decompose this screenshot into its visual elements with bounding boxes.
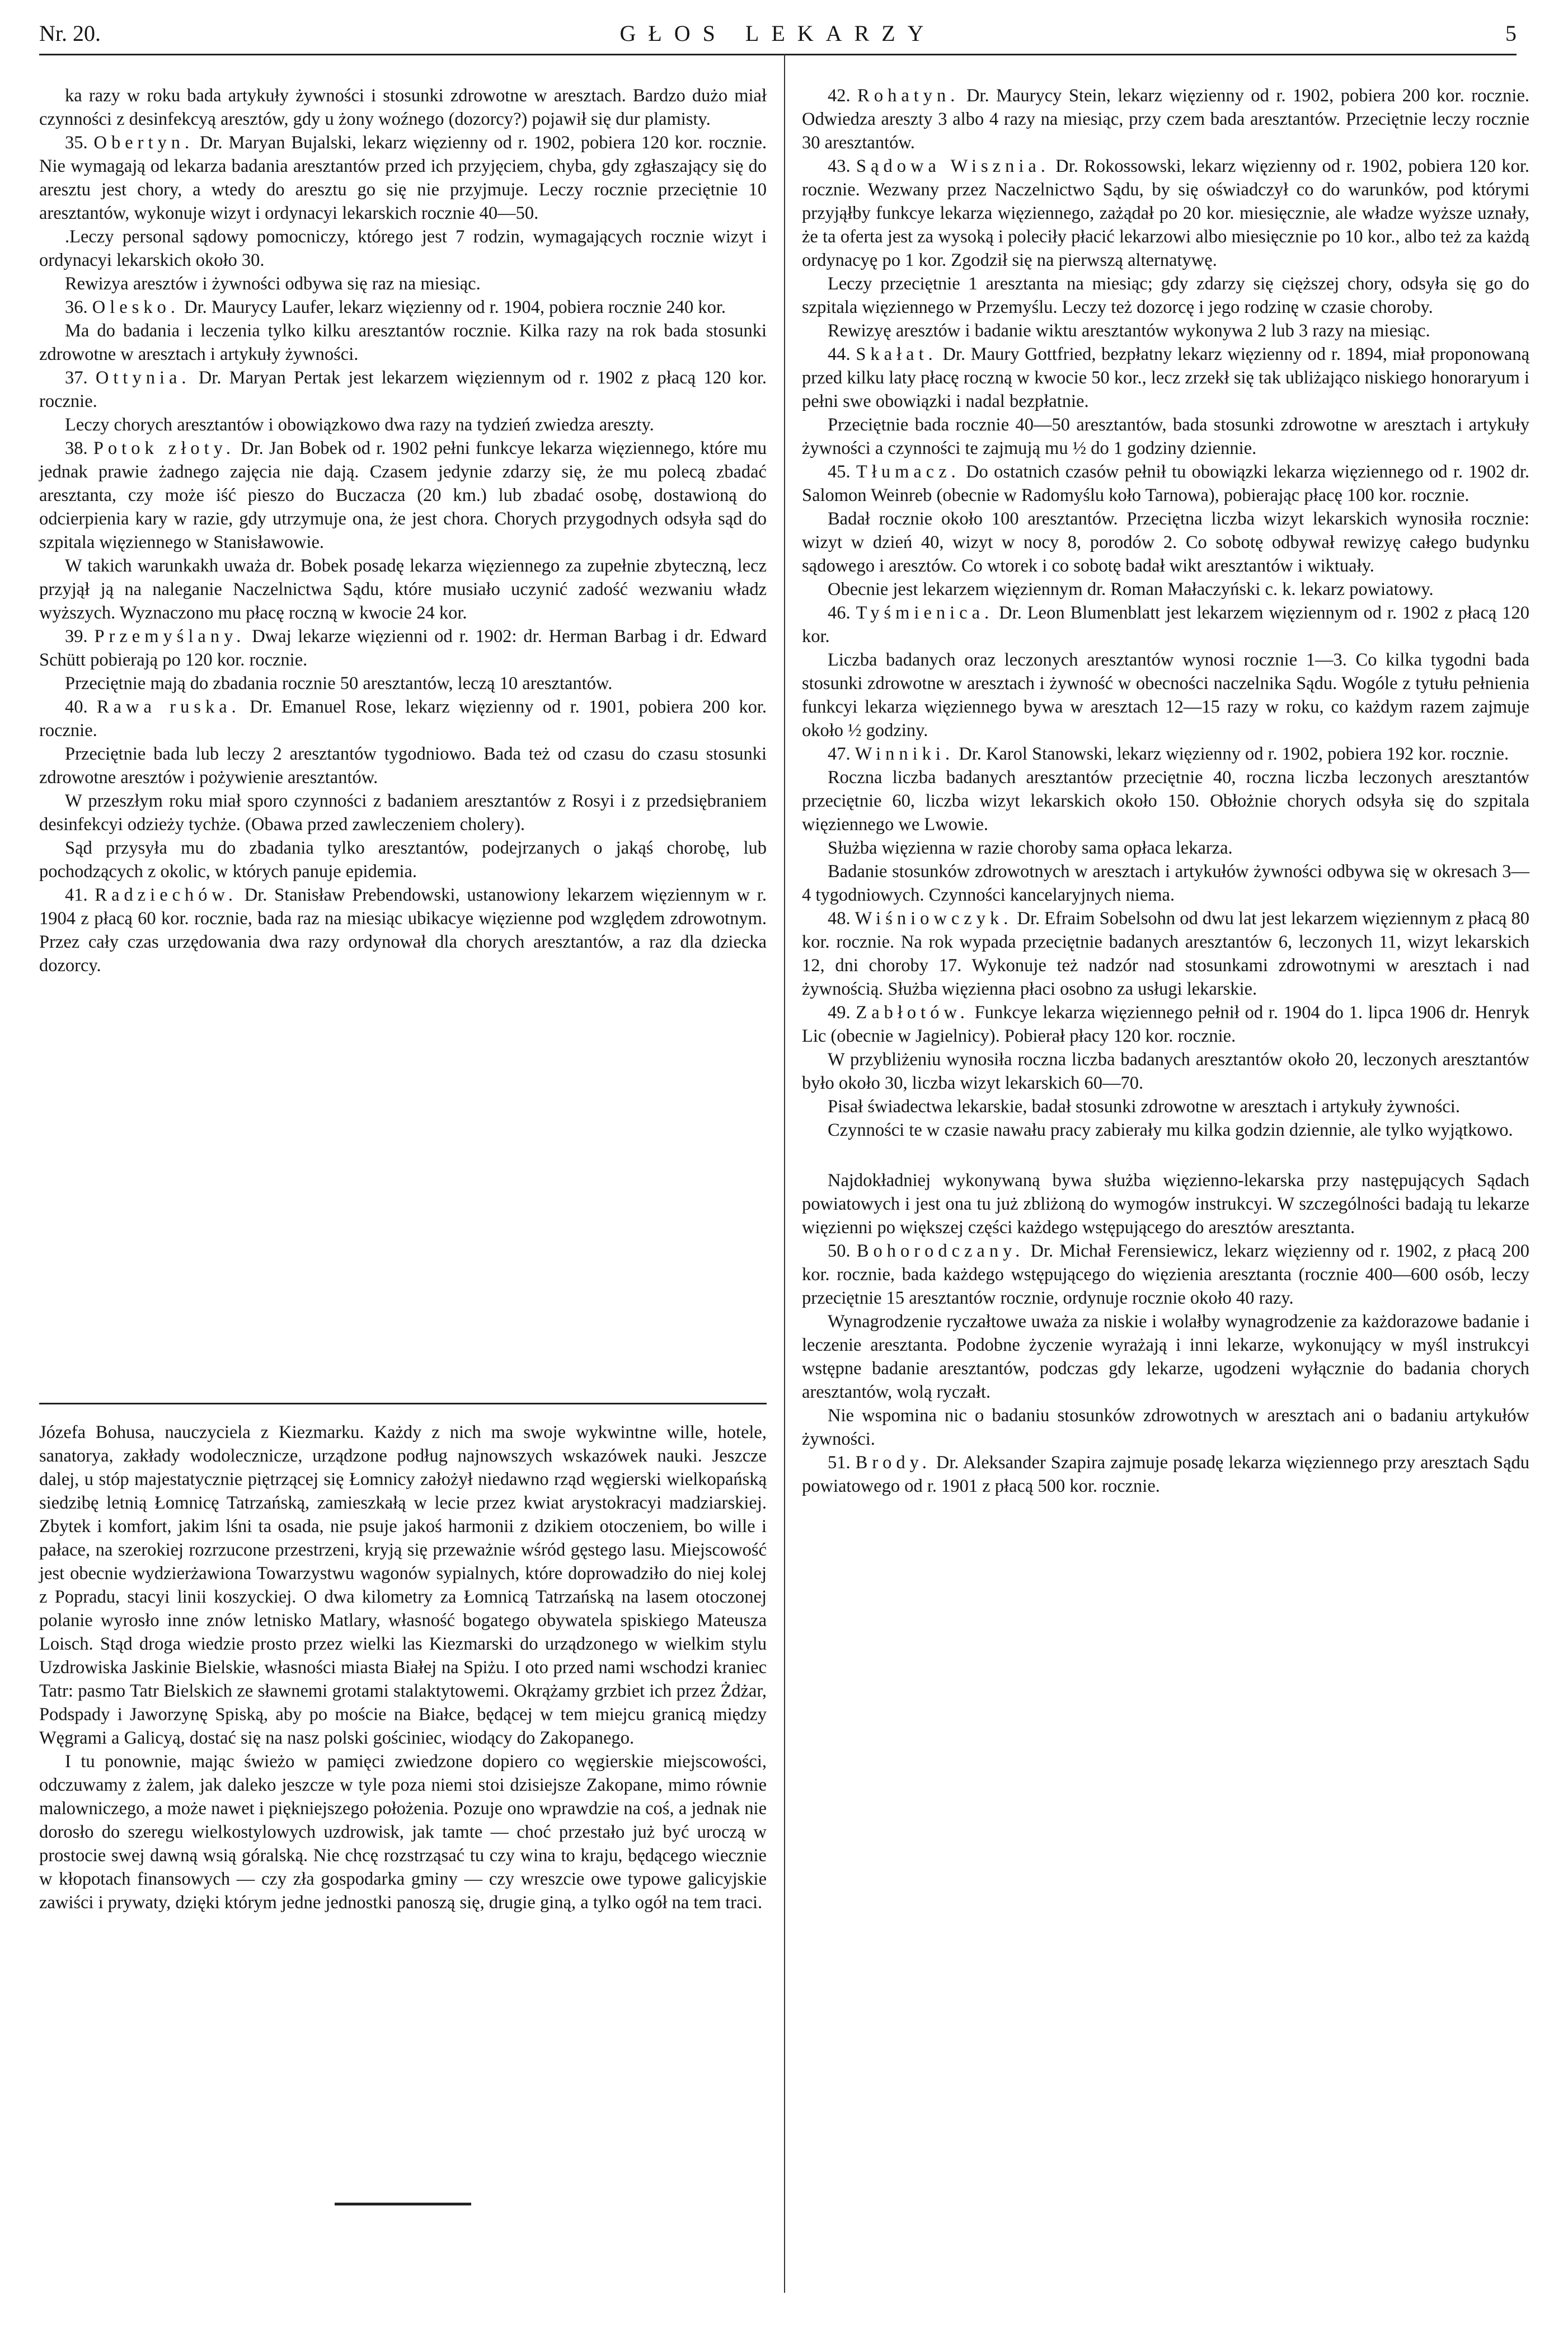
entry-text: Dr. Leon Blumenblatt jest lekarzem więziennym od r. 1902 z płacą 120 kor. <box>802 603 1529 647</box>
paragraph: Nie wspomina nic o badaniu stosunków zdrowotnych w aresztach ani o badaniu artykułów żywności. <box>802 1406 1529 1449</box>
entry-number: 37. <box>65 368 96 388</box>
entry-text: Dr. Emanuel Rose, lekarz więzienny od r. 1901, pobiera 200 kor. rocznie. <box>39 697 767 741</box>
place-name: Rawa ruska. <box>96 697 241 717</box>
paragraph: Wynagrodzenie ryczałtowe uważa za niskie i wolałby wynagrodzenie za każdorazowe badanie i leczenie aresztanta. Podobne życzenie wyrażają i inni lekarze, wykonujący w myśl instrukcyi wstępne badanie aresztantów, podczas gdy lekarze, ugodzeni wyłącznie do badania chorych aresztantów, wolą ryczałt. <box>802 1312 1529 1402</box>
paragraph <box>39 131 767 225</box>
paragraph <box>802 1239 1529 1310</box>
left-column-bottom <box>39 1421 767 1914</box>
paragraph: W przeszłym roku miał sporo czynności z badaniem aresztantów z Rosyi i z przedsiębraniem desinfekcyi odzieży tychże. (Obawa przed zawleczeniem cholery). <box>39 791 767 835</box>
paragraph <box>802 742 1529 766</box>
entry-number: 44. <box>828 344 856 364</box>
entry-text: Dr. Maryan Pertak jest lekarzem więziennym od r. 1902 z płacą 120 kor. rocznie. <box>39 368 767 411</box>
entry-text: Dr. Aleksander Szapira zajmuje posadę lekarza więziennego przy aresztach Sądu powiatowego od r. 1901 z płacą 500 kor. rocznie. <box>802 1453 1530 1496</box>
paragraph <box>802 907 1529 1001</box>
paragraph: Józefa Bohusa, nauczyciela z Kiezmarku. Każdy z nich ma swoje wykwintne wille, hotele, sanatorya, zakłady wodoleczniczе, urządzone podług najnowszych wskazówek nauki. Jeszcze dalej, u stóp majestatycznie piętrzącej się Łomnicy założył niedawno rząd węgierski wielkopańską siedzibę letnią Łomnicę Tatrzańską, zamieszkałą w lecie przez kwiat arystokracyi madziarskiej. Zbytek i komfort, jakim lśni ta osada, nie psuje jakoś harmonii z dzikiem otoczeniem, bo wille i pałace, na szerokiej rozrzucone przestrzeni, kryją się przeważnie wśród gęstego lasu. Miejscowość jest obecnie wydzierżawiona Towarzystwu wagonów sypialnych, które doprowadziło do niej kolej z Popradu, stacyi linii koszyckiej. O dwa kilometry za Łomnicą Tatrzańską na lasem otoczonej polanie wyrosło inne znów letnisko Matlary, własność bogatego obywatela spiskiego Mateusza Loisch. Stąd droga wiedzie prosto przez wielki las Kiezmarski do urządzonego w wielkim stylu Uzdrowiska Jaskinie Bielskie, własności miasta Białej na Spiżu. I oto przed nami wschodzi kraniec Tatr: pasmo Tatr Bielskich ze sławnemi grotami stalaktytowemi. Okrążamy grzbiet ich przez Żdżar, Podspady i Jaworzynę Spiską, aby po moście na Białce, będącej w tem miejcu granicą między Węgrami a Galicyą, dostać się na nasz polski gościniec, wiodący do Zakopanego. <box>39 1422 767 1748</box>
entry-text: Funkcye lekarza więziennego pełnił od r. 1904 do 1. lipca 1906 dr. Henryk Lic (obecnie w Jagielnicy). Pobierał płacy 120 kor. rocznie. <box>802 1003 1529 1046</box>
entry-number: 41. <box>65 885 95 905</box>
entry-number: 38. <box>65 438 93 458</box>
paragraph: Sąd przysyła mu do zbadania tylko aresztantów, podejrzanych o jakąś chorobę, lub pochodzących z okolic, w których panuje epidemia. <box>39 838 767 882</box>
place-name: Tłumacz. <box>856 462 960 482</box>
entry-text: Dr. Karol Stanowski, lekarz więzienny od r. 1902, pobiera 192 kor. rocznie. <box>954 744 1509 764</box>
place-name: Radziechów. <box>95 885 238 905</box>
entry-number: 39. <box>65 626 95 647</box>
place-name: Wiśniowczyk. <box>855 908 1013 929</box>
entry-text: Dr. Rokossowski, lekarz więzienny od r. 1902, pobiera 120 kor. rocznie. Wezwany przez Naczelnictwo Sądu, by się oświadczył co do warunków, pod którymi przyjąłby funkcye lekarza więziennego, zażądał po 20 kor. miesięcznie, ale władze wyższe uznały, że ta oferta jest za wysoką i poleciły płacić lekarzowi albo miesięcznie po 10 kor., albo też za każdą ordynacyę po 1 kor. Zgodził się na pierwszą alternatywę. <box>802 156 1529 270</box>
paragraph: Rewizya aresztów i żywności odbywa się raz na miesiąc. <box>65 274 481 294</box>
entry-number: 49. <box>828 1003 856 1023</box>
entry-text: Dr. Maury Gottfried, bezpłatny lekarz więzienny od r. 1894, miał proponowaną przed kilku laty płacę roczną w kwocie 50 kor., lecz zrzekł się tak ubliżająco niskiego honoraryum i pełni swe obowiązki i nadal bezpłatnie. <box>802 344 1529 411</box>
entry-number: 45. <box>828 462 856 482</box>
entry-text: Dr. Maurycy Stein, lekarz więzienny od r. 1902, pobiera 200 kor. rocznie. Odwiedza areszty 3 albo 4 razy na miesiąc, przy czem bada aresztantów. Przeciętnie leczy rocznie 30 aresztantów. <box>802 86 1529 153</box>
paragraph <box>802 84 1529 154</box>
paragraph: W przybliżeniu wynosiła roczna liczba badanych aresztantów około 20, leczonych aresztantów było około 30, liczba wizyt lekarskich 60—70. <box>802 1050 1529 1093</box>
paragraph <box>39 883 767 977</box>
paragraph: Ma do badania i leczenia tylko kilku aresztantów rocznie. Kilka razy na rok bada stosunki zdrowotne w aresztach i artykuły żywności. <box>39 321 767 364</box>
paragraph: Pisał świadectwa lekarskie, badał stosunki zdrowotne w aresztach i artykuły żywności. <box>828 1097 1460 1117</box>
paragraph <box>802 601 1529 648</box>
section-rule <box>39 1403 767 1404</box>
paragraph <box>39 695 767 742</box>
entry-number: 40. <box>65 697 97 717</box>
page-number: 5 <box>1505 21 1517 46</box>
entry-number: 46. <box>828 603 856 623</box>
paragraph: Przeciętnie bada rocznie 40—50 aresztantów, bada stosunki zdrowotne w aresztach i artykuły żywności a czynności te zajmują mu ½ do 1 godziny dziennie. <box>802 415 1529 458</box>
paragraph <box>802 343 1529 413</box>
entry-text: Dr. Maryan Bujalski, lekarz więzienny od r. 1902, pobiera 120 kor. rocznie. Nie wymagają od lekarza badania aresztantów przed ich przyjęciem, chyba, gdy zgłaszający się do aresztu jest chory, a wtedy do aresztu go się nie przyjmuje. Leczy rocznie przeciętnie 10 aresztantów, wykonuje wizyt i ordynacyi lekarskich rocznie 40—50. <box>39 133 767 223</box>
place-name: Bohorodczany. <box>856 1241 1025 1261</box>
paragraph: Przeciętnie bada lub leczy 2 aresztantów tygodniowo. Bada też od czasu do czasu stosunki zdrowotne aresztów i pożywienie aresztantów. <box>39 744 767 788</box>
entry-number: 36. <box>65 297 92 317</box>
entry-text: Dr. Jan Bobek od r. 1902 pełni funkcye lekarza więziennego, które mu jednak prawie żadnego zajęcia nie dają. Czasem jedynie zdarzy się, że mu polecą zbadać aresztanta, czy może iść pieszo do Buczacza (20 km.) lub zbadać osobę, dostawioną do odcierpienia kary w razie, gdy utrzymuje ona, że jest chora. Chorych przygodnych odsyła sąd do szpitala więziennego w Stanisławowie. <box>39 438 767 552</box>
paragraph <box>39 625 767 672</box>
page-header <box>39 15 1517 55</box>
place-name: Obertyn. <box>93 133 194 153</box>
entry-number: 50. <box>828 1241 857 1261</box>
place-name: Przemyślany. <box>94 626 246 647</box>
paragraph <box>39 437 767 554</box>
entry-text: Dr. Efraim Sobelsohn od dwu lat jest lekarzem więziennym z płacą 80 kor. rocznie. Na rok wypada przeciętnie badanych aresztantów 6, leczonych 11, wizyt lekarskich 12, dni choroby 17. Wykonuje też nadzór nad stosunkami zdrowotnymi w aresztach i nad żywnością. Służba więzienna płaci osobno za usługi lekarskie. <box>802 908 1529 999</box>
paragraph: Liczba badanych oraz leczonych aresztantów wynosi rocznie 1—3. Co kilka tygodni bada stosunki zdrowotne w aresztach i żywność w obecności naczelnika Sądu. Wogóle z tytułu pełnienia funkcyi lekarza więziennego bywa w aresztach 12—15 razy w roku, co każdym razem zajmuje około ½ godziny. <box>802 650 1529 741</box>
place-name: Brody. <box>855 1453 931 1473</box>
entry-number: 35. <box>65 133 94 153</box>
place-name: Zabłotów. <box>856 1003 969 1023</box>
paragraph <box>39 296 767 319</box>
paragraph: Służba więzienna w razie choroby sama opłaca lekarza. <box>828 838 1233 858</box>
journal-title: GŁOS LEKARZY <box>619 21 936 46</box>
paragraph: Leczy chorych aresztantów i obowiązkowo dwa razy na tydzień zwiedza areszty. <box>65 415 654 435</box>
place-name: Potok złoty. <box>93 438 235 458</box>
entry-text: Dr. Michał Ferensiewicz, lekarz więzienny od r. 1902, z płacą 200 kor. rocznie, bada każdego wstępującego do więzienia aresztanta (rocznie 400—600 osób, leczy przeciętnie 15 aresztantów rocznie, ordynuje rocznie około 40 razy. <box>802 1241 1530 1308</box>
paragraph: ka razy w roku bada artykuły żywności i stosunki zdrowotne w aresztach. Bardzo dużo miał czynności z desinfekcyą aresztów, gdy u żony woźnego (dozorcy?) pojawił się dur plamisty. <box>39 86 767 129</box>
place-name: Winniki. <box>855 744 955 764</box>
paragraph: Roczna liczba badanych aresztantów przeciętnie 40, roczna liczba leczonych aresztantów przeciętnie 60, liczba wizyt lekarskich około 150. Obłożnie chorych odsyła się do szpitala więziennego we Lwowie. <box>802 767 1529 835</box>
paragraph <box>802 1451 1529 1498</box>
entry-number: 43. <box>828 156 856 176</box>
paragraph: I tu ponownie, mając świeżo w pamięci zwiedzone dopiero co węgierskie miejscowości, odczuwamy z żalem, jak daleko jeszcze w tyle poza niemi stoi dzisiejsze Zakopane, mimo równie malowniczego, a może nawet i piękniejszego położenia. Pozuje ono wprawdzie na coś, a jednak nie dorosło do szeregu wielkostylowych uzdrowisk, jak tamte — choć przestało już być uroczą w prostocie swej dawną wsią góralską. Nie chcę rozstrząsać tu czy wina to kraju, będącego wiecznie w kłopotach finansowych — czy zła gospodarka gminy — czy wreszcie owe typowe galicyjskie zawiści i prywaty, dzięki którym jedne jednostki panoszą się, drugie giną, a tylko ogół na tem traci. <box>39 1751 767 1913</box>
issue-number: Nr. 20. <box>39 21 101 46</box>
paragraph: Czynności te w czasie nawału pracy zabierały mu kilka godzin dziennie, ale tylko wyjątkowo. <box>828 1120 1513 1140</box>
paragraph <box>802 1001 1529 1048</box>
entry-number: 42. <box>828 86 858 106</box>
paragraph: Badanie stosunków zdrowotnych w aresztach i artykułów żywności odbywa się w okresach 3—4 tygodniowych. Czynności kancelaryjnych niema. <box>802 861 1529 905</box>
entry-text: Do ostatnich czasów pełnił tu obowiązki lekarza więziennego od r. 1902 dr. Salomon Weinreb (obecnie w Radomyślu koło Tarnowa), pobierając płacę 100 kor. rocznie. <box>802 462 1530 505</box>
paragraph: Rewizyę aresztów i badanie wiktu aresztantów wykonywa 2 lub 3 razy na miesiąc. <box>828 321 1430 341</box>
place-name: Tyśmienica. <box>856 603 994 623</box>
paragraph: .Leczy personal sądowy pomocniczy, którego jest 7 rodzin, wymagających rocznie wizyt i ordynacyi lekarskich około 30. <box>39 227 767 270</box>
paragraph <box>802 154 1529 272</box>
entry-text: Dwaj lekarze więzienni od r. 1902: dr. Herman Barbag i dr. Edward Schütt pobierają po 120 kor. rocznie. <box>39 626 767 670</box>
paragraph: Najdokładniej wykonywaną bywa służba więzienno-lekarska przy następujących Sądach powiatowych i jest ona tu już zbliżoną do wymogów instrukcyi. W szczególności badają tu lekarze więzienni po większej części każdego wstępującego do aresztów aresztanta. <box>802 1170 1529 1238</box>
paragraph: W takich warunkakh uważa dr. Bobek posadę lekarza więziennego za zupełnie zbyteczną, lecz przyjął ją na naleganie Naczelnictwa Sądu, które musiało uczynić zadość wezwaniu władz wyższych. Wyznaczono mu płacę roczną w kwocie 24 kor. <box>39 556 767 623</box>
paragraph: Leczy przeciętnie 1 aresztanta na miesiąc; gdy zdarzy się cięższej chory, odsyła się go do szpitala więziennego w Przemyślu. Leczy też dozorcę i jego rodzinę w czasie choroby. <box>802 274 1529 317</box>
place-name: Ottynia. <box>95 368 191 388</box>
entry-number: 47. <box>828 744 855 764</box>
paragraph: Badał rocznie około 100 aresztantów. Przeciętna liczba wizyt lekarskich wynosiła rocznie: wizyt w dzień 40, wizyt w nocy 8, porodów 2. Co sobotę odbywał rewizyę całego budynku sądowego i aresztów. Co wtorek i co sobotę badał wikt aresztantów i wiktuały. <box>802 509 1529 576</box>
entry-number: 48. <box>828 908 855 929</box>
end-rule <box>335 2203 471 2205</box>
column-divider <box>784 54 785 2293</box>
entry-number: 51. <box>828 1453 856 1473</box>
paragraph <box>802 460 1529 507</box>
place-name: Skałat. <box>856 344 937 364</box>
entry-text: Dr. Maurycy Laufer, lekarz więzienny od r. 1904, pobiera rocznie 240 kor. <box>179 297 726 317</box>
place-name: Sądowa Wisznia. <box>856 156 1050 176</box>
place-name: Olesko. <box>92 297 180 317</box>
place-name: Rohatyn. <box>857 86 960 106</box>
section-gap <box>802 1142 1529 1169</box>
right-column <box>802 84 1529 1498</box>
paragraph <box>39 366 767 413</box>
paragraph: Obecnie jest lekarzem więziennym dr. Roman Małaczyński c. k. lekarz powiatowy. <box>828 579 1434 600</box>
paragraph: Przeciętnie mają do zbadania rocznie 50 aresztantów, leczą 10 aresztantów. <box>65 673 613 694</box>
left-column-top <box>39 84 767 977</box>
entry-text: Dr. Stanisław Prebendowski, ustanowiony lekarzem więziennym w r. 1904 z płacą 60 kor. rocznie, bada raz na miesiąc ubikacye więzienne pod względem zdrowotnym. Przez cały czas urzędowania dwa razy ordynował dla chorych aresztantów, a raz dla dziecka dozorcy. <box>39 885 767 976</box>
